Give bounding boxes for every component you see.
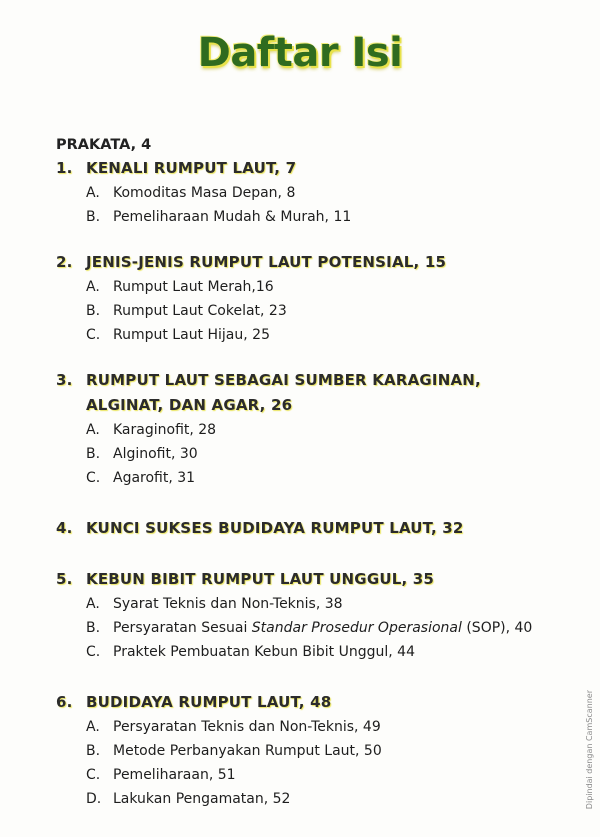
section-title: Syarat Teknis dan Non-Teknis, 38 bbox=[113, 596, 343, 612]
section-title: Metode Perbanyakan Rumput Laut, 50 bbox=[113, 743, 382, 759]
chapter-number: 2. bbox=[56, 253, 73, 271]
section-letter: A. bbox=[86, 596, 100, 612]
chapter-sections bbox=[56, 592, 556, 664]
toc-chapter-5 bbox=[56, 567, 556, 664]
toc-section[interactable] bbox=[86, 715, 556, 739]
section-title-post: (SOP), 40 bbox=[461, 620, 533, 636]
chapter-heading[interactable] bbox=[56, 690, 556, 715]
toc-chapter-2 bbox=[56, 250, 556, 347]
chapter-heading[interactable] bbox=[56, 368, 556, 418]
toc-section[interactable] bbox=[86, 418, 556, 442]
chapter-title-line-1: RUMPUT LAUT SEBAGAI SUMBER KARAGINAN, bbox=[86, 371, 481, 389]
toc-section[interactable] bbox=[86, 640, 556, 664]
toc-section[interactable] bbox=[86, 739, 556, 763]
section-title: Rumput Laut Merah,16 bbox=[113, 279, 274, 295]
chapter-title bbox=[86, 368, 556, 418]
chapter-heading[interactable] bbox=[56, 156, 556, 181]
section-letter: C. bbox=[86, 470, 101, 486]
toc-section[interactable] bbox=[86, 205, 556, 229]
chapter-title: KENALI RUMPUT LAUT, 7 bbox=[86, 159, 297, 177]
toc-section[interactable] bbox=[86, 787, 556, 811]
toc-section[interactable] bbox=[86, 466, 556, 490]
toc-section[interactable] bbox=[86, 616, 556, 640]
section-letter: A. bbox=[86, 422, 100, 438]
section-title: Pemeliharaan, 51 bbox=[113, 767, 236, 783]
section-title: Komoditas Masa Depan, 8 bbox=[113, 185, 296, 201]
toc-section[interactable] bbox=[86, 592, 556, 616]
toc-chapter-4 bbox=[56, 516, 556, 541]
section-title: Praktek Pembuatan Kebun Bibit Unggul, 44 bbox=[113, 644, 415, 660]
chapter-title: KEBUN BIBIT RUMPUT LAUT UNGGUL, 35 bbox=[86, 570, 435, 588]
section-title: Karaginofit, 28 bbox=[113, 422, 217, 438]
toc-section[interactable] bbox=[86, 763, 556, 787]
section-title: Persyaratan Teknis dan Non-Teknis, 49 bbox=[113, 719, 381, 735]
toc-chapter-1 bbox=[56, 156, 556, 229]
section-letter: C. bbox=[86, 327, 101, 343]
chapter-heading[interactable] bbox=[56, 516, 556, 541]
toc-chapter-3 bbox=[56, 368, 556, 490]
section-title: Rumput Laut Cokelat, 23 bbox=[113, 303, 287, 319]
chapter-sections bbox=[56, 275, 556, 347]
chapter-heading[interactable] bbox=[56, 250, 556, 275]
section-letter: B. bbox=[86, 620, 101, 636]
section-letter: A. bbox=[86, 719, 100, 735]
section-title: Pemeliharaan Mudah & Murah, 11 bbox=[113, 209, 352, 225]
chapter-number: 5. bbox=[56, 570, 73, 588]
section-letter: B. bbox=[86, 209, 101, 225]
section-title: Lakukan Pengamatan, 52 bbox=[113, 791, 291, 807]
section-title bbox=[113, 616, 532, 640]
table-of-contents bbox=[56, 134, 556, 811]
section-title: Alginofit, 30 bbox=[113, 446, 198, 462]
chapter-sections bbox=[56, 181, 556, 229]
section-title: Rumput Laut Hijau, 25 bbox=[113, 327, 270, 343]
chapter-number: 3. bbox=[56, 371, 73, 389]
toc-section[interactable] bbox=[86, 442, 556, 466]
section-letter: A. bbox=[86, 185, 100, 201]
chapter-number: 1. bbox=[56, 159, 73, 177]
section-letter: B. bbox=[86, 446, 101, 462]
chapter-title: KUNCI SUKSES BUDIDAYA RUMPUT LAUT, 32 bbox=[86, 519, 464, 537]
section-letter: D. bbox=[86, 791, 102, 807]
toc-preface[interactable]: PRAKATA, 4 bbox=[56, 137, 152, 153]
toc-chapter-6 bbox=[56, 690, 556, 811]
scanner-watermark: Dipindai dengan CamScanner bbox=[585, 690, 594, 810]
page-title: Daftar Isi bbox=[197, 30, 403, 76]
section-title: Agarofit, 31 bbox=[113, 470, 196, 486]
section-title-italic: Standar Prosedur Operasional bbox=[251, 620, 462, 636]
chapter-title: BUDIDAYA RUMPUT LAUT, 48 bbox=[86, 693, 332, 711]
section-title-pre: Persyaratan Sesuai bbox=[113, 620, 252, 636]
chapter-number: 6. bbox=[56, 693, 73, 711]
chapter-number: 4. bbox=[56, 519, 73, 537]
section-letter: C. bbox=[86, 767, 101, 783]
section-letter: C. bbox=[86, 644, 101, 660]
chapter-title-line-2: ALGINAT, DAN AGAR, 26 bbox=[86, 396, 293, 414]
toc-section[interactable] bbox=[86, 323, 556, 347]
toc-section[interactable] bbox=[86, 181, 556, 205]
chapter-sections bbox=[56, 715, 556, 811]
chapter-heading[interactable] bbox=[56, 567, 556, 592]
toc-section[interactable] bbox=[86, 275, 556, 299]
section-letter: B. bbox=[86, 743, 101, 759]
toc-section[interactable] bbox=[86, 299, 556, 323]
section-letter: B. bbox=[86, 303, 101, 319]
chapter-title: JENIS-JENIS RUMPUT LAUT POTENSIAL, 15 bbox=[86, 253, 447, 271]
chapter-sections bbox=[56, 418, 556, 490]
section-letter: A. bbox=[86, 279, 100, 295]
